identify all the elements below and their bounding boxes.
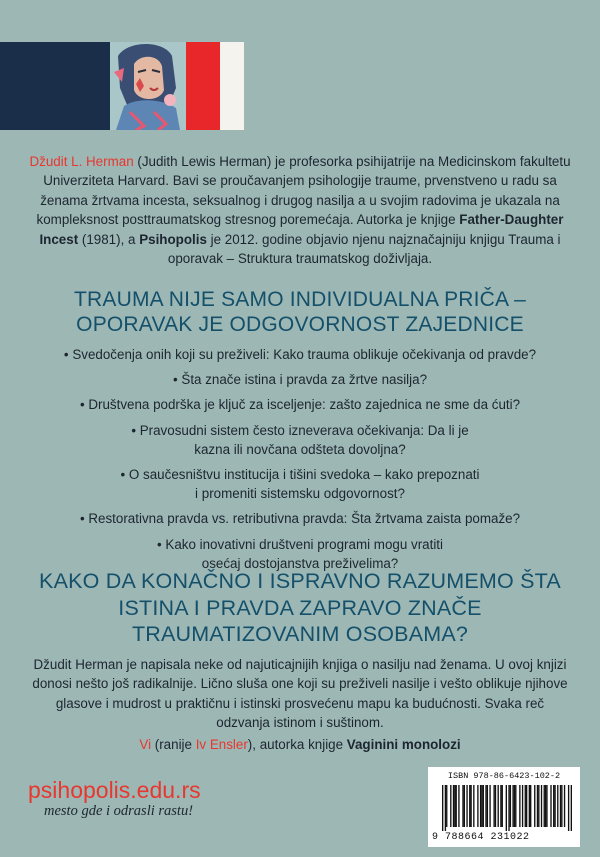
barcode-bar bbox=[512, 785, 513, 827]
barcode-bar bbox=[489, 785, 490, 827]
barcode-bar bbox=[561, 785, 562, 827]
barcode-bar bbox=[525, 785, 526, 827]
barcode-bar bbox=[477, 785, 478, 827]
barcode-bar bbox=[538, 785, 539, 827]
barcode-bar bbox=[462, 785, 463, 827]
navy-color-block bbox=[0, 42, 110, 130]
quote-signature-text: (ranije bbox=[151, 736, 196, 752]
isbn-label: ISBN 978-86-6423-102-2 bbox=[447, 771, 561, 781]
barcode-bar bbox=[514, 785, 515, 827]
publisher-motto: mesto gde i odrasli rastu! bbox=[44, 803, 194, 819]
barcode-bar bbox=[519, 785, 520, 827]
barcode-bar bbox=[557, 785, 558, 827]
barcode-bar bbox=[470, 785, 471, 827]
barcode-bar bbox=[529, 785, 530, 827]
barcode-bar bbox=[502, 785, 503, 827]
barcode-bar bbox=[450, 785, 451, 827]
barcode-bar bbox=[560, 785, 561, 827]
isbn-barcode bbox=[428, 767, 580, 847]
list-item: • Pravosudni sistem često izneverava očekivanja: Da li je kazna ili novčana odšteta dovoljna? bbox=[131, 422, 469, 457]
barcode-bar bbox=[534, 785, 535, 827]
barcode-bar bbox=[546, 785, 547, 827]
barcode-bar bbox=[541, 785, 542, 827]
barcode-bar bbox=[571, 785, 572, 831]
quote-book-title: Vaginini monolozi bbox=[346, 736, 461, 752]
headline-truth-line2: ISTINA I PRAVDA ZAPRAVO ZNAČE bbox=[118, 595, 482, 620]
list-item: • Šta znače istina i pravda za žrtve nasilja? bbox=[172, 372, 428, 388]
endorsement-quote bbox=[30, 655, 570, 754]
barcode-bar bbox=[445, 785, 446, 831]
barcode-bar bbox=[466, 785, 467, 827]
barcode-bar bbox=[481, 785, 482, 827]
publisher-website[interactable]: psihopolis.edu.rs bbox=[28, 777, 201, 803]
barcode-bar bbox=[442, 785, 443, 831]
headline-truth-line3: TRAUMATIZOVANIM OSOBAMA? bbox=[131, 622, 469, 646]
barcode-bar bbox=[510, 785, 511, 827]
headline-trauma bbox=[20, 287, 580, 337]
red-color-block bbox=[186, 42, 220, 130]
barcode-bar bbox=[456, 785, 457, 827]
key-points-list bbox=[20, 345, 580, 579]
barcode-bar bbox=[469, 785, 470, 827]
barcode-bar bbox=[506, 785, 507, 831]
headline-truth-line1: KAKO DA KONAČNO I ISPRAVNO RAZUMEMO ŠTA bbox=[39, 569, 561, 593]
quote-text: Džudit Herman je napisala neke od najuticajnijih knjiga o nasilju nad ženama. U ovoj knjizi donosi nešto još radikalnije. Lično sluša one koji su preživeli nasilje i vešto oblikuje njihove glasove i mudrost u praktičnu i istinski prosvećenu mapu ka budućnosti. Svaka reč odzvanja istinom i suštinom. bbox=[32, 657, 568, 731]
barcode-number: 9 788664 231022 bbox=[432, 832, 530, 843]
list-item: • Restorativna pravda vs. retributivna pravda: Šta žrtvama zaista pomaže? bbox=[79, 511, 521, 527]
quote-signature-text2: ), autorka knjige bbox=[247, 736, 347, 752]
author-name: Džudit L. Herman bbox=[29, 154, 134, 169]
barcode-bar bbox=[446, 785, 447, 827]
barcode-bar bbox=[493, 785, 494, 827]
portrait-image bbox=[110, 42, 186, 130]
publisher-name: Psihopolis bbox=[139, 231, 207, 247]
barcode-bar bbox=[550, 785, 551, 827]
white-color-block bbox=[220, 42, 244, 130]
author-bio-text-mid: (1981), a bbox=[78, 231, 140, 247]
barcode-bar bbox=[458, 785, 459, 827]
barcode-bar bbox=[480, 785, 481, 827]
headline-trauma-line1: TRAUMA NIJE SAMO INDIVIDUALNA PRIČA – bbox=[74, 288, 526, 311]
headline-trauma-line2: OPORAVAK JE ODGOVORNOST ZAJEDNICE bbox=[76, 313, 524, 336]
list-item: • O saučesništvu institucija i tišini svedoka – kako prepoznati i promeniti sistemsku odgovornost? bbox=[120, 467, 480, 502]
barcode-bar bbox=[568, 785, 569, 831]
author-bio bbox=[22, 152, 578, 268]
list-item: • Kako inovativni društveni programi mogu vratiti osećaj dostojanstva preživelima? bbox=[156, 536, 444, 571]
list-item: • Svedočenja onih koji su preživeli: Kako trauma oblikuje očekivanja od pravde? bbox=[63, 347, 537, 362]
author-bio-text-end: je 2012. godine objavio njenu najznačajniju knjigu Trauma i oporavak – Struktura traumatskog doživljaja. bbox=[167, 231, 561, 267]
headline-truth-justice bbox=[20, 568, 580, 648]
barcode-bar bbox=[544, 785, 545, 827]
barcode-bars bbox=[442, 785, 572, 831]
barcode-bar bbox=[537, 785, 538, 827]
barcode-bar bbox=[515, 785, 516, 827]
list-item: • Društvena podrška je ključ za isceljenje: zašto zajednica ne sme da ćuti? bbox=[79, 397, 521, 413]
barcode-bar bbox=[554, 785, 555, 827]
barcode-bar bbox=[522, 785, 523, 827]
barcode-bar bbox=[454, 785, 455, 827]
author-bio-text: (Judith Lewis Herman) je profesorka psihijatrije na Medicinskom fakultetu Univerziteta Harvard. Bavi se proučavanjem psihologije traume, prvenstveno u radu sa ženama žrtvama incesta, seksualnog i drugog nasilja a u svojim radovima je ukazala na kompleksnost posttraumatskog stresnog poremećaja. Autorka je knjige bbox=[36, 154, 571, 228]
barcode-bar bbox=[500, 785, 501, 827]
barcode-bar bbox=[453, 785, 454, 827]
barcode-bar bbox=[564, 785, 565, 827]
barcode-bar bbox=[508, 785, 509, 831]
barcode-bar bbox=[545, 785, 546, 827]
barcode-bar bbox=[553, 785, 554, 827]
quote-signature bbox=[30, 735, 570, 754]
barcode-bar bbox=[526, 785, 527, 827]
barcode-bar bbox=[473, 785, 474, 827]
barcode-bar bbox=[530, 785, 531, 827]
barcode-bar bbox=[464, 785, 465, 827]
book-title-incest: Father-Daughter Incest bbox=[39, 212, 564, 247]
barcode-bar bbox=[495, 785, 496, 827]
barcode-bar bbox=[498, 785, 499, 827]
quote-author-former-name: Iv Ensler bbox=[195, 736, 248, 752]
author-portrait-illustration bbox=[110, 42, 186, 130]
barcode-bar bbox=[487, 785, 488, 827]
quote-author-name: Vi bbox=[139, 736, 152, 752]
barcode-bar bbox=[485, 785, 486, 827]
barcode-bar bbox=[483, 785, 484, 827]
